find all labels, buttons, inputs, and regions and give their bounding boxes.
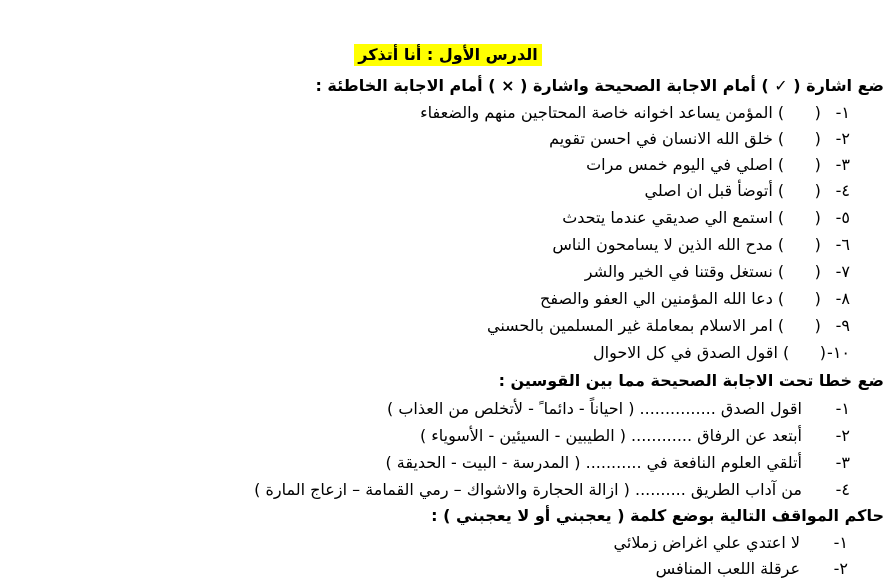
item-text[interactable]: من آداب الطريق .......... ( ازالة الحجارة والاشواك – رمي القمامة – ازعاج المارة ) [254,480,802,499]
item-number: ١٠- [827,343,850,362]
answer-box[interactable]: ( ) [772,129,826,148]
answer-box[interactable]: ( ) [777,343,826,362]
item-text: خلق الله الانسان في احسن تقويم [549,129,773,148]
item-text: اصلي في اليوم خمس مرات [586,155,773,174]
item-text: امر الاسلام بمعاملة غير المسلمين بالحسني [486,316,773,335]
answer-box[interactable]: ( ) [772,208,826,227]
item-number: ٣- [835,155,850,174]
tf-item [562,207,850,229]
item-number: ٢- [835,426,850,445]
lesson-title: الدرس الأول : أنا أتذكر [354,44,541,66]
item-number: ٨- [835,289,850,308]
item-number: ١- [833,533,848,552]
answer-box[interactable]: ( ) [772,103,826,122]
answer-box[interactable]: ( ) [772,181,826,200]
tf-item [549,128,850,150]
item-text: اقول الصدق في كل الاحوال [593,343,778,362]
tf-item [593,342,850,364]
item-text: لا اعتدي علي اغراض زملائي [613,533,800,552]
mc-item [385,452,850,474]
tf-item [487,315,850,337]
mc-item [254,479,850,501]
item-text: نستغل وقتنا في الخير والشر [584,262,773,281]
item-text[interactable]: اقول الصدق ............... ( احياناً - دائما ً - لأتخلص من العذاب ) [387,399,802,418]
item-text: استمع الي صديقي عندما يتحدث [562,208,773,227]
mc-item [387,398,850,420]
item-text: مدح الله الذين لا يسامحون الناس [552,235,773,254]
item-number: ٣- [835,453,850,472]
tf-item [586,154,850,176]
tf-item [540,288,850,310]
tf-item [420,102,850,124]
tf-item [585,261,850,283]
judge-item [656,558,848,580]
item-text[interactable]: أبتعد عن الرفاق ............ ( الطيبين - السيئين - الأسوياء ) [419,426,802,445]
item-number: ٢- [835,129,850,148]
answer-box[interactable]: ( ) [772,262,826,281]
tf-item [552,234,850,256]
item-number: ٧- [835,262,850,281]
item-text: أتوضأ قبل ان اصلي [644,181,773,200]
item-text: عرقلة اللعب المنافس [655,559,800,578]
item-text: دعا الله المؤمنين الي العفو والصفح [540,289,773,308]
answer-box[interactable]: ( ) [772,235,826,254]
section2-heading: ضع خطا تحت الاجابة الصحيحة مما بين القوسين : [498,371,884,390]
answer-box[interactable]: ( ) [772,289,826,308]
section3-heading: حاكم المواقف التالية بوضع كلمة ( يعجبني أو لا يعجبني ) : [431,506,884,525]
judge-item [614,532,848,554]
tf-item [644,180,850,202]
item-number: ٩- [835,316,850,335]
item-number: ٥- [835,208,850,227]
item-number: ١- [835,399,850,418]
section1-heading: ضع اشارة ( ✓ ) أمام الاجابة الصحيحة واشارة ( × ) أمام الاجابة الخاطئة : [315,76,884,95]
item-number: ٤- [835,181,850,200]
item-number: ٤- [835,480,850,499]
item-text[interactable]: أتلقي العلوم النافعة في ........... ( المدرسة - البيت - الحديقة ) [385,453,802,472]
answer-box[interactable]: ( ) [772,316,826,335]
title-wrap [0,44,896,66]
item-text: المؤمن يساعد اخوانه خاصة المحتاجين منهم والضعفاء [420,103,773,122]
mc-item [420,425,850,447]
item-number: ٦- [835,235,850,254]
item-number: ١- [835,103,850,122]
answer-box[interactable]: ( ) [772,155,826,174]
item-number: ٢- [833,559,848,578]
